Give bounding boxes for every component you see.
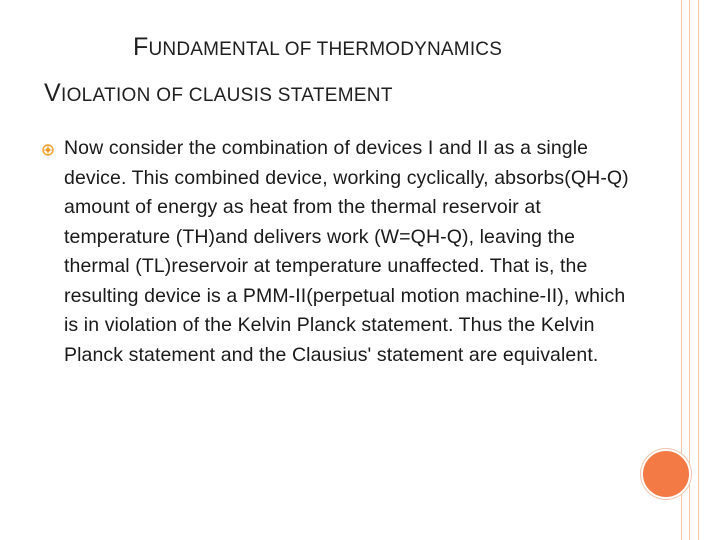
subtitle-rest: IOLATION OF CLAUSIS STATEMENT: [60, 85, 393, 106]
title-initial: F: [133, 33, 149, 61]
slide-title: [133, 33, 502, 62]
subtitle-initial: V: [44, 79, 61, 107]
rail-line: [689, 0, 690, 540]
slide-subtitle: [44, 79, 393, 108]
decorative-circle: [641, 449, 691, 499]
rail-line: [698, 0, 699, 540]
title-rest: UNDAMENTAL OF THERMODYNAMICS: [148, 39, 503, 60]
bullet-icon: [42, 144, 54, 156]
body-paragraph: Now consider the combination of devices I and II as a single device. This combined device, working cyclically, absorbs(QH-Q) amount of energy as heat from the thermal reservoir at temperature (TH)and delivers work (W=QH-Q), leaving the thermal (TL)reservoir at temperature unaffected. That is, the resulting device is a PMM-II(perpetual motion machine-II), which is in violation of the Kelvin Planck statement. Thus the Kelvin Planck statement and the Clausius' statement are equivalent.: [64, 137, 629, 366]
